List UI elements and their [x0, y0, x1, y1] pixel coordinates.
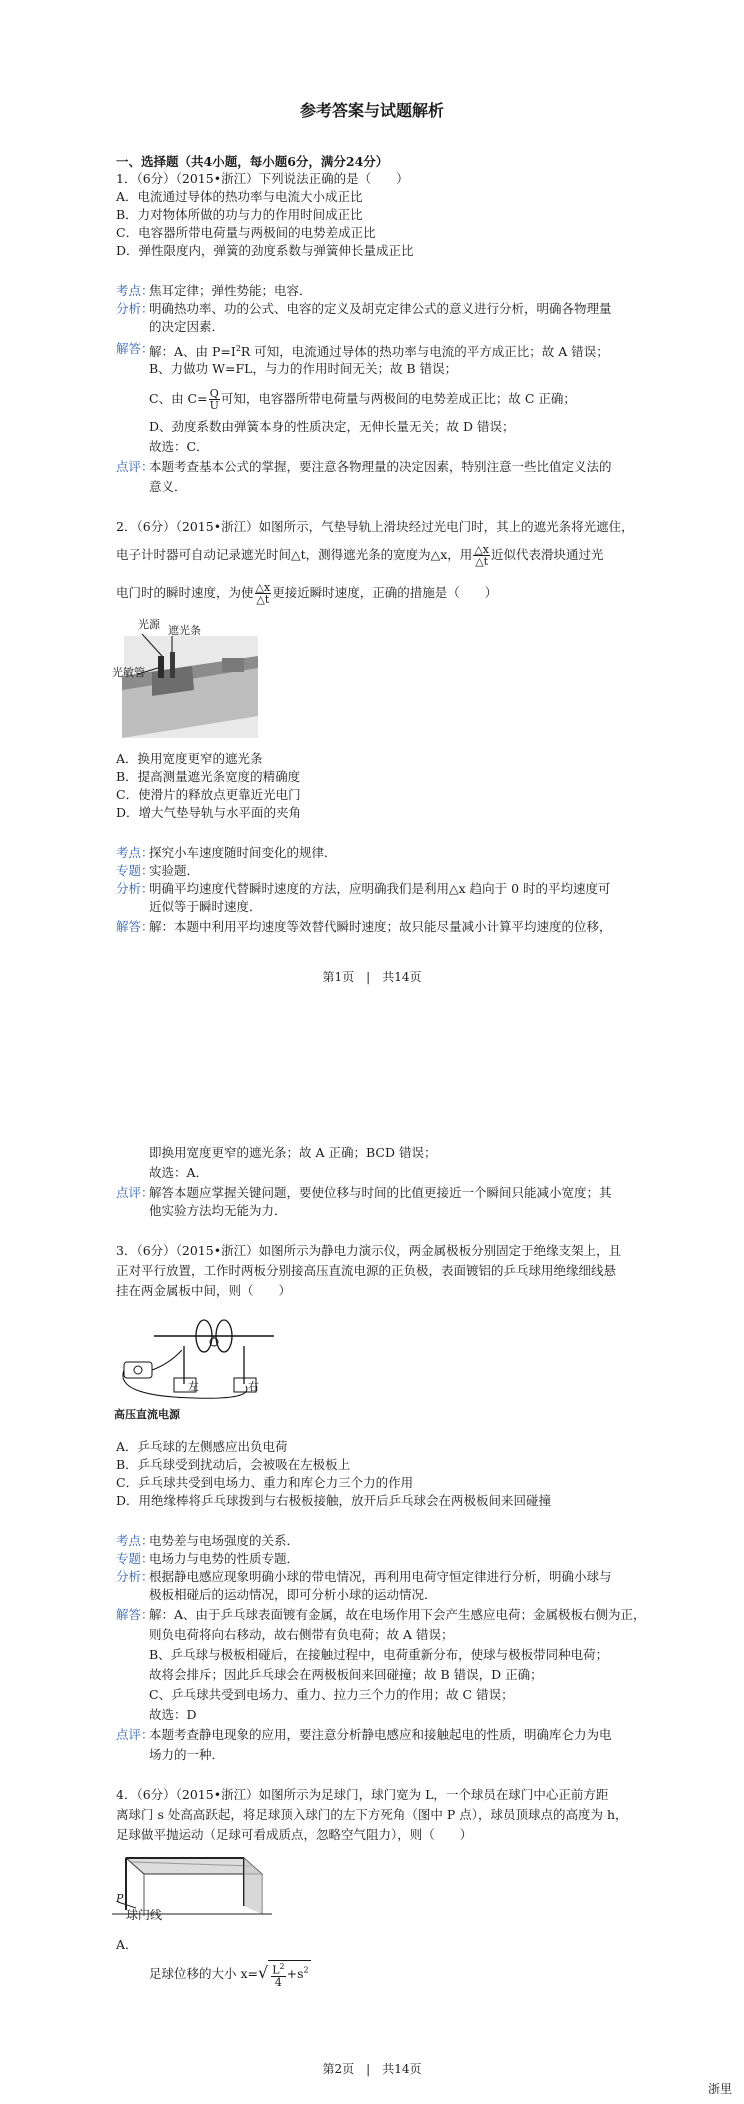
q1-jieda-3: C、由 C= $\frac{Q}{U}$ 可知，电容器所带电荷量与两极间的电势差成正比；故 C 正确；	[149, 387, 576, 412]
page-title: 参考答案与试题解析	[299, 101, 444, 120]
q3-stem-3: 挂在两金属板中间，则（ ）	[116, 1283, 292, 1298]
q3-kaodian-label: 考点：	[116, 1533, 154, 1548]
section-heading: 一、选择题（共4小题，每小题6分，满分24分）	[116, 154, 389, 169]
q3-jieda-2: 则负电荷将向右移动，故右侧带有负电荷；故 A 错误；	[149, 1627, 454, 1642]
q2-dianping-2: 他实验方法均无能为力．	[149, 1203, 287, 1218]
q2-jieda-label: 解答：	[116, 919, 154, 934]
q2-option-b: B．提高测量遮光条宽度的精确度	[116, 769, 301, 784]
q1-jieda-2: B、力做功 W=FL，与力的作用时间无关；故 B 错误；	[149, 361, 458, 376]
q3-zhuanti-label: 专题：	[116, 1551, 154, 1566]
q3-jieda-1: 解：A、由于乒乓球表面镀有金属，故在电场作用下会产生感应电荷；金属极板右侧为正，	[149, 1607, 646, 1622]
q1-fenxi-2: 的决定因素．	[149, 319, 225, 334]
q2-dianping-label: 点评：	[116, 1185, 154, 1200]
q1-option-b: B．力对物体所做的功与力的作用时间成正比	[116, 207, 363, 222]
q3-jieda-4: 故将会排斥；因此乒乓球会在两极板间来回碰撞；故 B 错误，D 正确；	[149, 1667, 543, 1682]
q4-stem-2: 离球门 s 处高高跃起，将足球顶入球门的左下方死角（图中 P 点），球员顶球点的高度为 h，	[116, 1807, 628, 1822]
q2-stem-2: 电子计时器可自动记录遮光时间△t，测得遮光条的宽度为△x，用 $\frac{\triangle x}{\triangle t}$ 近似代表滑块通过光	[116, 543, 604, 568]
q2-fenxi-2: 近似等于瞬时速度．	[149, 899, 262, 914]
q3-stem-2: 正对平行放置，工作时两板分别接高压直流电源的正负极，表面镀铝的乒乓球用绝缘细线悬	[116, 1263, 617, 1278]
q1-stem: 1．（6分）（2015•浙江）下列说法正确的是（ ）	[116, 171, 409, 186]
q3-fig-label-power: 高压直流电源	[114, 1408, 180, 1421]
q4-stem-1: 4．（6分）（2015•浙江）如图所示为足球门，球门宽为 L，一个球员在球门中心正前方距	[116, 1787, 609, 1802]
q1-fenxi-label: 分析：	[116, 301, 154, 316]
q1-option-c: C．电容器所带电荷量与两极间的电势差成正比	[116, 225, 376, 240]
q2-option-a: A．换用宽度更窄的遮光条	[116, 751, 263, 766]
q2-fenxi-label: 分析：	[116, 881, 154, 896]
q3-fig-label-left: 左	[188, 1380, 199, 1393]
q3-dianping-1: 本题考查静电现象的应用，要注意分析静电感应和接触起电的性质，明确库仑力为电	[149, 1727, 612, 1742]
q3-jieda-6: 故选：D	[149, 1707, 197, 1722]
q3-option-c: C．乒乓球共受到电场力、重力和库仑力三个力的作用	[116, 1475, 414, 1490]
q2-stem-1: 2．（6分）（2015•浙江）如图所示，气垫导轨上滑块经过光电门时，其上的遮光条将光遮住，	[116, 519, 634, 534]
q3-jieda-5: C、乒乓球共受到电场力、重力、拉力三个力的作用；故 C 错误；	[149, 1687, 514, 1702]
q2-jieda-cont-1: 即换用宽度更窄的遮光条；故 A 正确；BCD 错误；	[149, 1145, 437, 1160]
q2-fig-label-sensor: 光敏管	[112, 666, 145, 679]
q2-jieda-cont-2: 故选：A．	[149, 1165, 209, 1180]
q4-fig-label-p: P	[116, 1892, 124, 1905]
q4-option-a-label: A．	[116, 1937, 138, 1952]
q2-zhuanti: 实验题．	[149, 863, 200, 878]
corner-mark: 浙里	[707, 2082, 732, 2096]
q3-dianping-2: 场力的一种．	[149, 1747, 225, 1762]
q2-option-c: C．使滑片的释放点更靠近光电门	[116, 787, 301, 802]
page-footer-1: 第1页 | 共14页	[322, 970, 422, 984]
q1-jieda-5: 故选：C．	[149, 439, 209, 454]
q1-dianping-label: 点评：	[116, 459, 154, 474]
q1-kaodian: 焦耳定律；弹性势能；电容．	[149, 283, 312, 298]
q3-fenxi-1: 根据静电感应现象明确小球的带电情况，再利用电荷守恒定律进行分析，明确小球与	[149, 1569, 612, 1584]
page-footer-2: 第2页 | 共14页	[322, 2062, 422, 2076]
q1-option-d: D．弹性限度内，弹簧的劲度系数与弹簧伸长量成正比	[116, 243, 414, 258]
q3-jieda-3: B、乒乓球与极板相碰后，在接触过程中，电荷重新分布，使球与极板带同种电荷；	[149, 1647, 609, 1662]
q2-dianping-1: 解答本题应掌握关键问题，要使位移与时间的比值更接近一个瞬间只能减小宽度；其	[149, 1185, 612, 1200]
q2-fig-label-light-source: 光源	[138, 618, 160, 631]
q1-jieda-1: 解：A、由 $P=I^2R$ 可知，电流通过导体的热功率与电流的平方成正比；故 A 错误；	[149, 344, 609, 360]
q1-dianping-2: 意义．	[149, 479, 187, 494]
q4-option-a-text: 足球位移的大小 x=√ $\frac{L^2}{4}$ $+s^2$	[149, 1962, 309, 1989]
q3-kaodian: 电势差与电场强度的关系．	[149, 1533, 300, 1548]
q1-option-a: A．电流通过导体的热功率与电流大小成正比	[116, 189, 363, 204]
q3-fig-label-right: 右	[248, 1380, 259, 1393]
q2-fenxi-1: 明确平均速度代替瞬时速度的方法，应明确我们是利用△x 趋向于 0 时的平均速度可	[149, 881, 611, 896]
q2-fig-label-shade-strip: 遮光条	[168, 624, 201, 637]
q3-jieda-label: 解答：	[116, 1607, 154, 1622]
q3-option-b: B．乒乓球受到扰动后，会被吸在左极板上	[116, 1457, 351, 1472]
q3-zhuanti: 电场力与电势的性质专题．	[149, 1551, 300, 1566]
q4-fig-label-goal-line: 球门线	[126, 1908, 163, 1922]
q3-option-d: D．用绝缘棒将乒乓球拨到与右极板接触，放开后乒乓球会在两极板间来回碰撞	[116, 1493, 552, 1508]
q2-option-d: D．增大气垫导轨与水平面的夹角	[116, 805, 302, 820]
q1-kaodian-label: 考点：	[116, 283, 154, 298]
q2-kaodian: 探究小车速度随时间变化的规律．	[149, 845, 337, 860]
q2-zhuanti-label: 专题：	[116, 863, 154, 878]
q3-stem-1: 3．（6分）（2015•浙江）如图所示为静电力演示仪，两金属极板分别固定于绝缘支架上，且	[116, 1243, 622, 1258]
q1-dianping-1: 本题考查基本公式的掌握，要注意各物理量的决定因素，特别注意一些比值定义法的	[149, 459, 612, 474]
q2-stem-3: 电门时的瞬时速度，为使 $\frac{\triangle x}{\triangle t}$ 更接近瞬时速度，正确的措施是（ ）	[116, 581, 498, 606]
q3-option-a: A．乒乓球的左侧感应出负电荷	[116, 1439, 288, 1454]
q2-jieda-1: 解：本题中利用平均速度等效替代瞬时速度；故只能尽量减小计算平均速度的位移，	[149, 919, 612, 934]
q2-kaodian-label: 考点：	[116, 845, 154, 860]
q1-jieda-4: D、劲度系数由弹簧本身的性质决定，无伸长量无关；故 D 错误；	[149, 419, 515, 434]
q3-fenxi-2: 极板相碰后的运动情况，即可分析小球的运动情况．	[149, 1587, 437, 1602]
q1-fenxi-1: 明确热功率、功的公式、电容的定义及胡克定律公式的意义进行分析，明确各物理量	[149, 301, 612, 316]
q4-stem-3: 足球做平抛运动（足球可看成质点，忽略空气阻力），则（ ）	[116, 1827, 473, 1842]
q1-jieda-label: 解答：	[116, 341, 154, 356]
q3-fenxi-label: 分析：	[116, 1569, 154, 1584]
q3-dianping-label: 点评：	[116, 1727, 154, 1742]
